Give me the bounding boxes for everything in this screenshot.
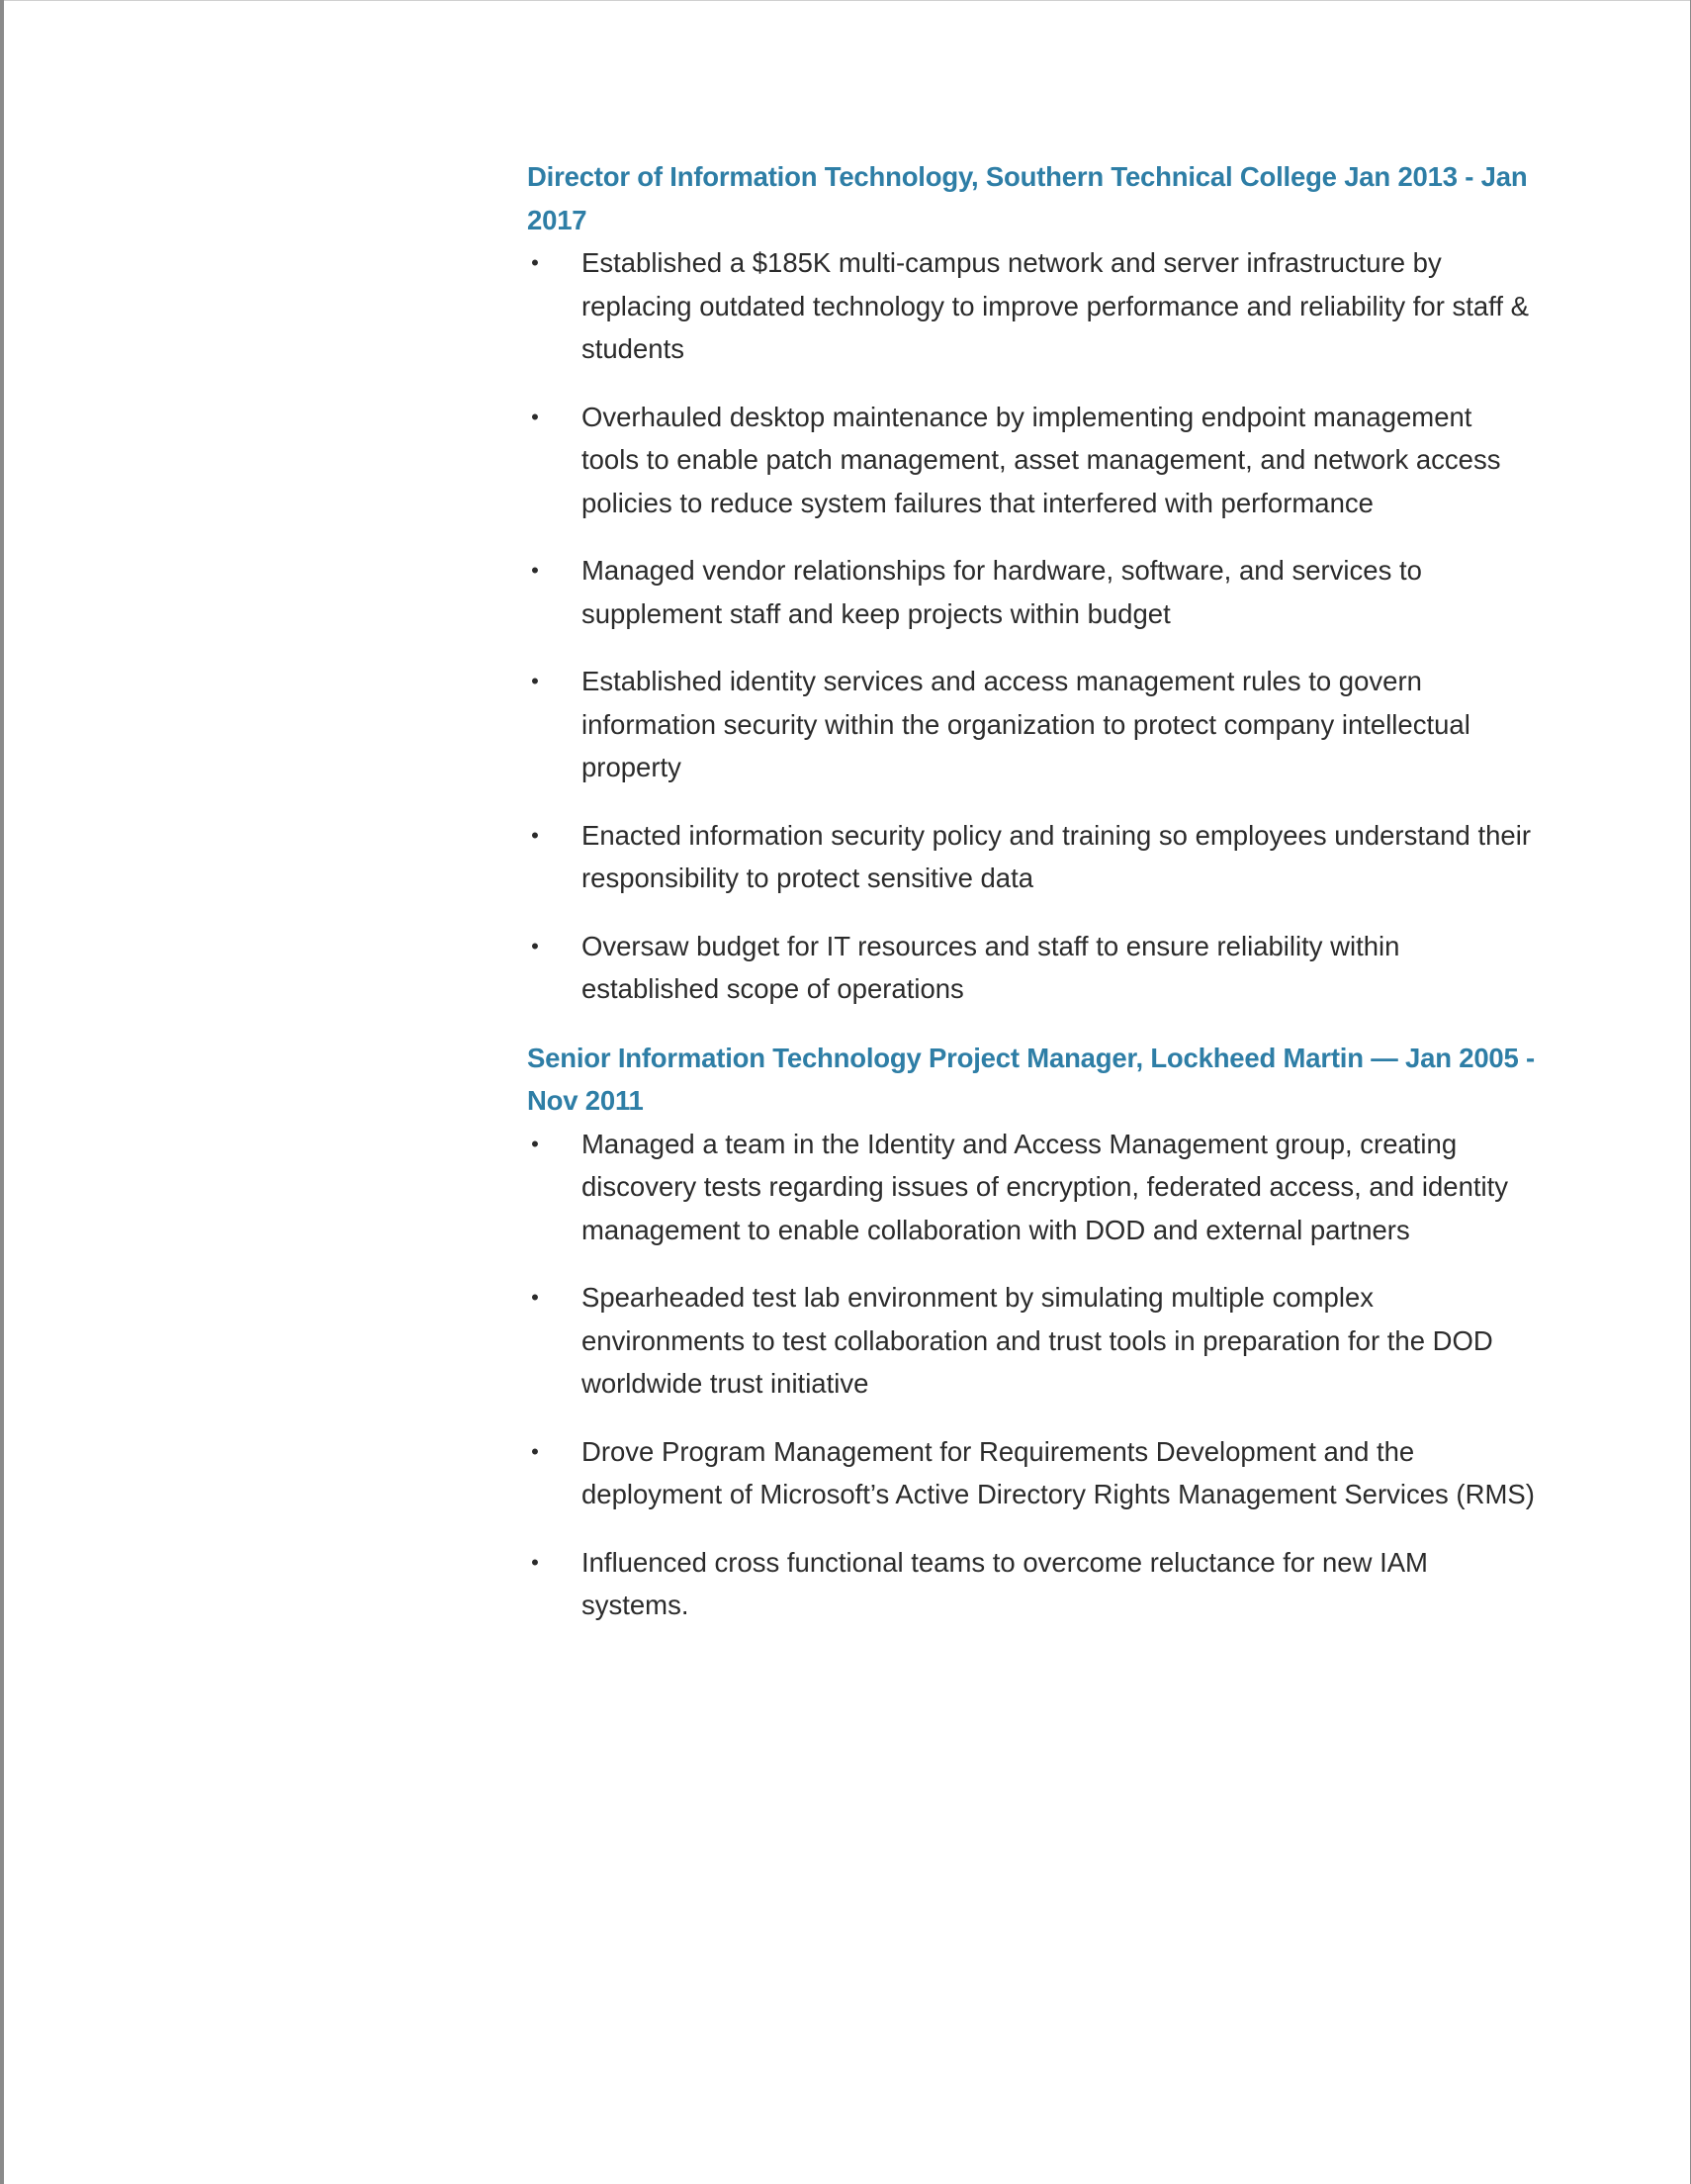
bullet-text: Oversaw budget for IT resources and staff to ensure reliability within established scope of operations [581, 930, 1400, 1004]
bullet-icon: • [531, 1131, 539, 1156]
bullet-icon: • [531, 822, 539, 848]
bullet-text: Established a $185K multi-campus network and server infrastructure by replacing outdated technology to improve performance and reliability for staff & students [581, 247, 1529, 364]
job-entry-southern-technical-college [527, 155, 1536, 1011]
bullet-icon: • [531, 1438, 539, 1464]
bullet-icon: • [531, 933, 539, 958]
bullet-text: Enacted information security policy and training so employees understand their responsibility to protect sensitive data [581, 819, 1531, 893]
bullet-icon: • [531, 1549, 539, 1575]
bullet-icon: • [531, 558, 539, 583]
bullet-text: Managed a team in the Identity and Access Management group, creating discovery tests regarding issues of encryption, federated access, and identity management to enable collaboration with DOD and external partners [581, 1128, 1509, 1245]
job-bullet-list [527, 1123, 1536, 1627]
list-item [527, 1430, 1536, 1516]
list-item [527, 660, 1536, 789]
bullet-icon: • [531, 404, 539, 429]
list-item [527, 1123, 1536, 1252]
list-item [527, 814, 1536, 900]
job-title: Director of Information Technology, Southern Technical College Jan 2013 - Jan 2017 [527, 161, 1528, 235]
list-item [527, 241, 1536, 371]
job-entry-lockheed-martin [527, 1037, 1536, 1627]
bullet-icon: • [531, 250, 539, 275]
list-item [527, 925, 1536, 1011]
bullet-text: Managed vendor relationships for hardware, software, and services to supplement staff and keep projects within budget [581, 555, 1422, 629]
bullet-text: Established identity services and access management rules to govern information security within the organization to protect company intellectual property [581, 666, 1470, 782]
list-item [527, 1276, 1536, 1406]
resume-experience-section [527, 155, 1536, 1627]
bullet-text: Spearheaded test lab environment by simulating multiple complex environments to test collaboration and trust tools in preparation for the DOD worldwide trust initiative [581, 1282, 1493, 1399]
job-title: Senior Information Technology Project Manager, Lockheed Martin — Jan 2005 - Nov 2011 [527, 1042, 1536, 1116]
list-item [527, 549, 1536, 635]
document-page [4, 0, 1690, 2184]
list-item [527, 1541, 1536, 1627]
bullet-text: Drove Program Management for Requirements Development and the deployment of Microsoft’s Active Directory Rights Management Services (RMS) [581, 1435, 1535, 1509]
bullet-icon: • [531, 1285, 539, 1310]
bullet-text: Overhauled desktop maintenance by implementing endpoint management tools to enable patch management, asset management, and network access policies to reduce system failures that interfered with performance [581, 401, 1501, 518]
bullet-icon: • [531, 669, 539, 693]
list-item [527, 396, 1536, 525]
job-bullet-list [527, 241, 1536, 1011]
bullet-text: Influenced cross functional teams to overcome reluctance for new IAM systems. [581, 1546, 1428, 1620]
